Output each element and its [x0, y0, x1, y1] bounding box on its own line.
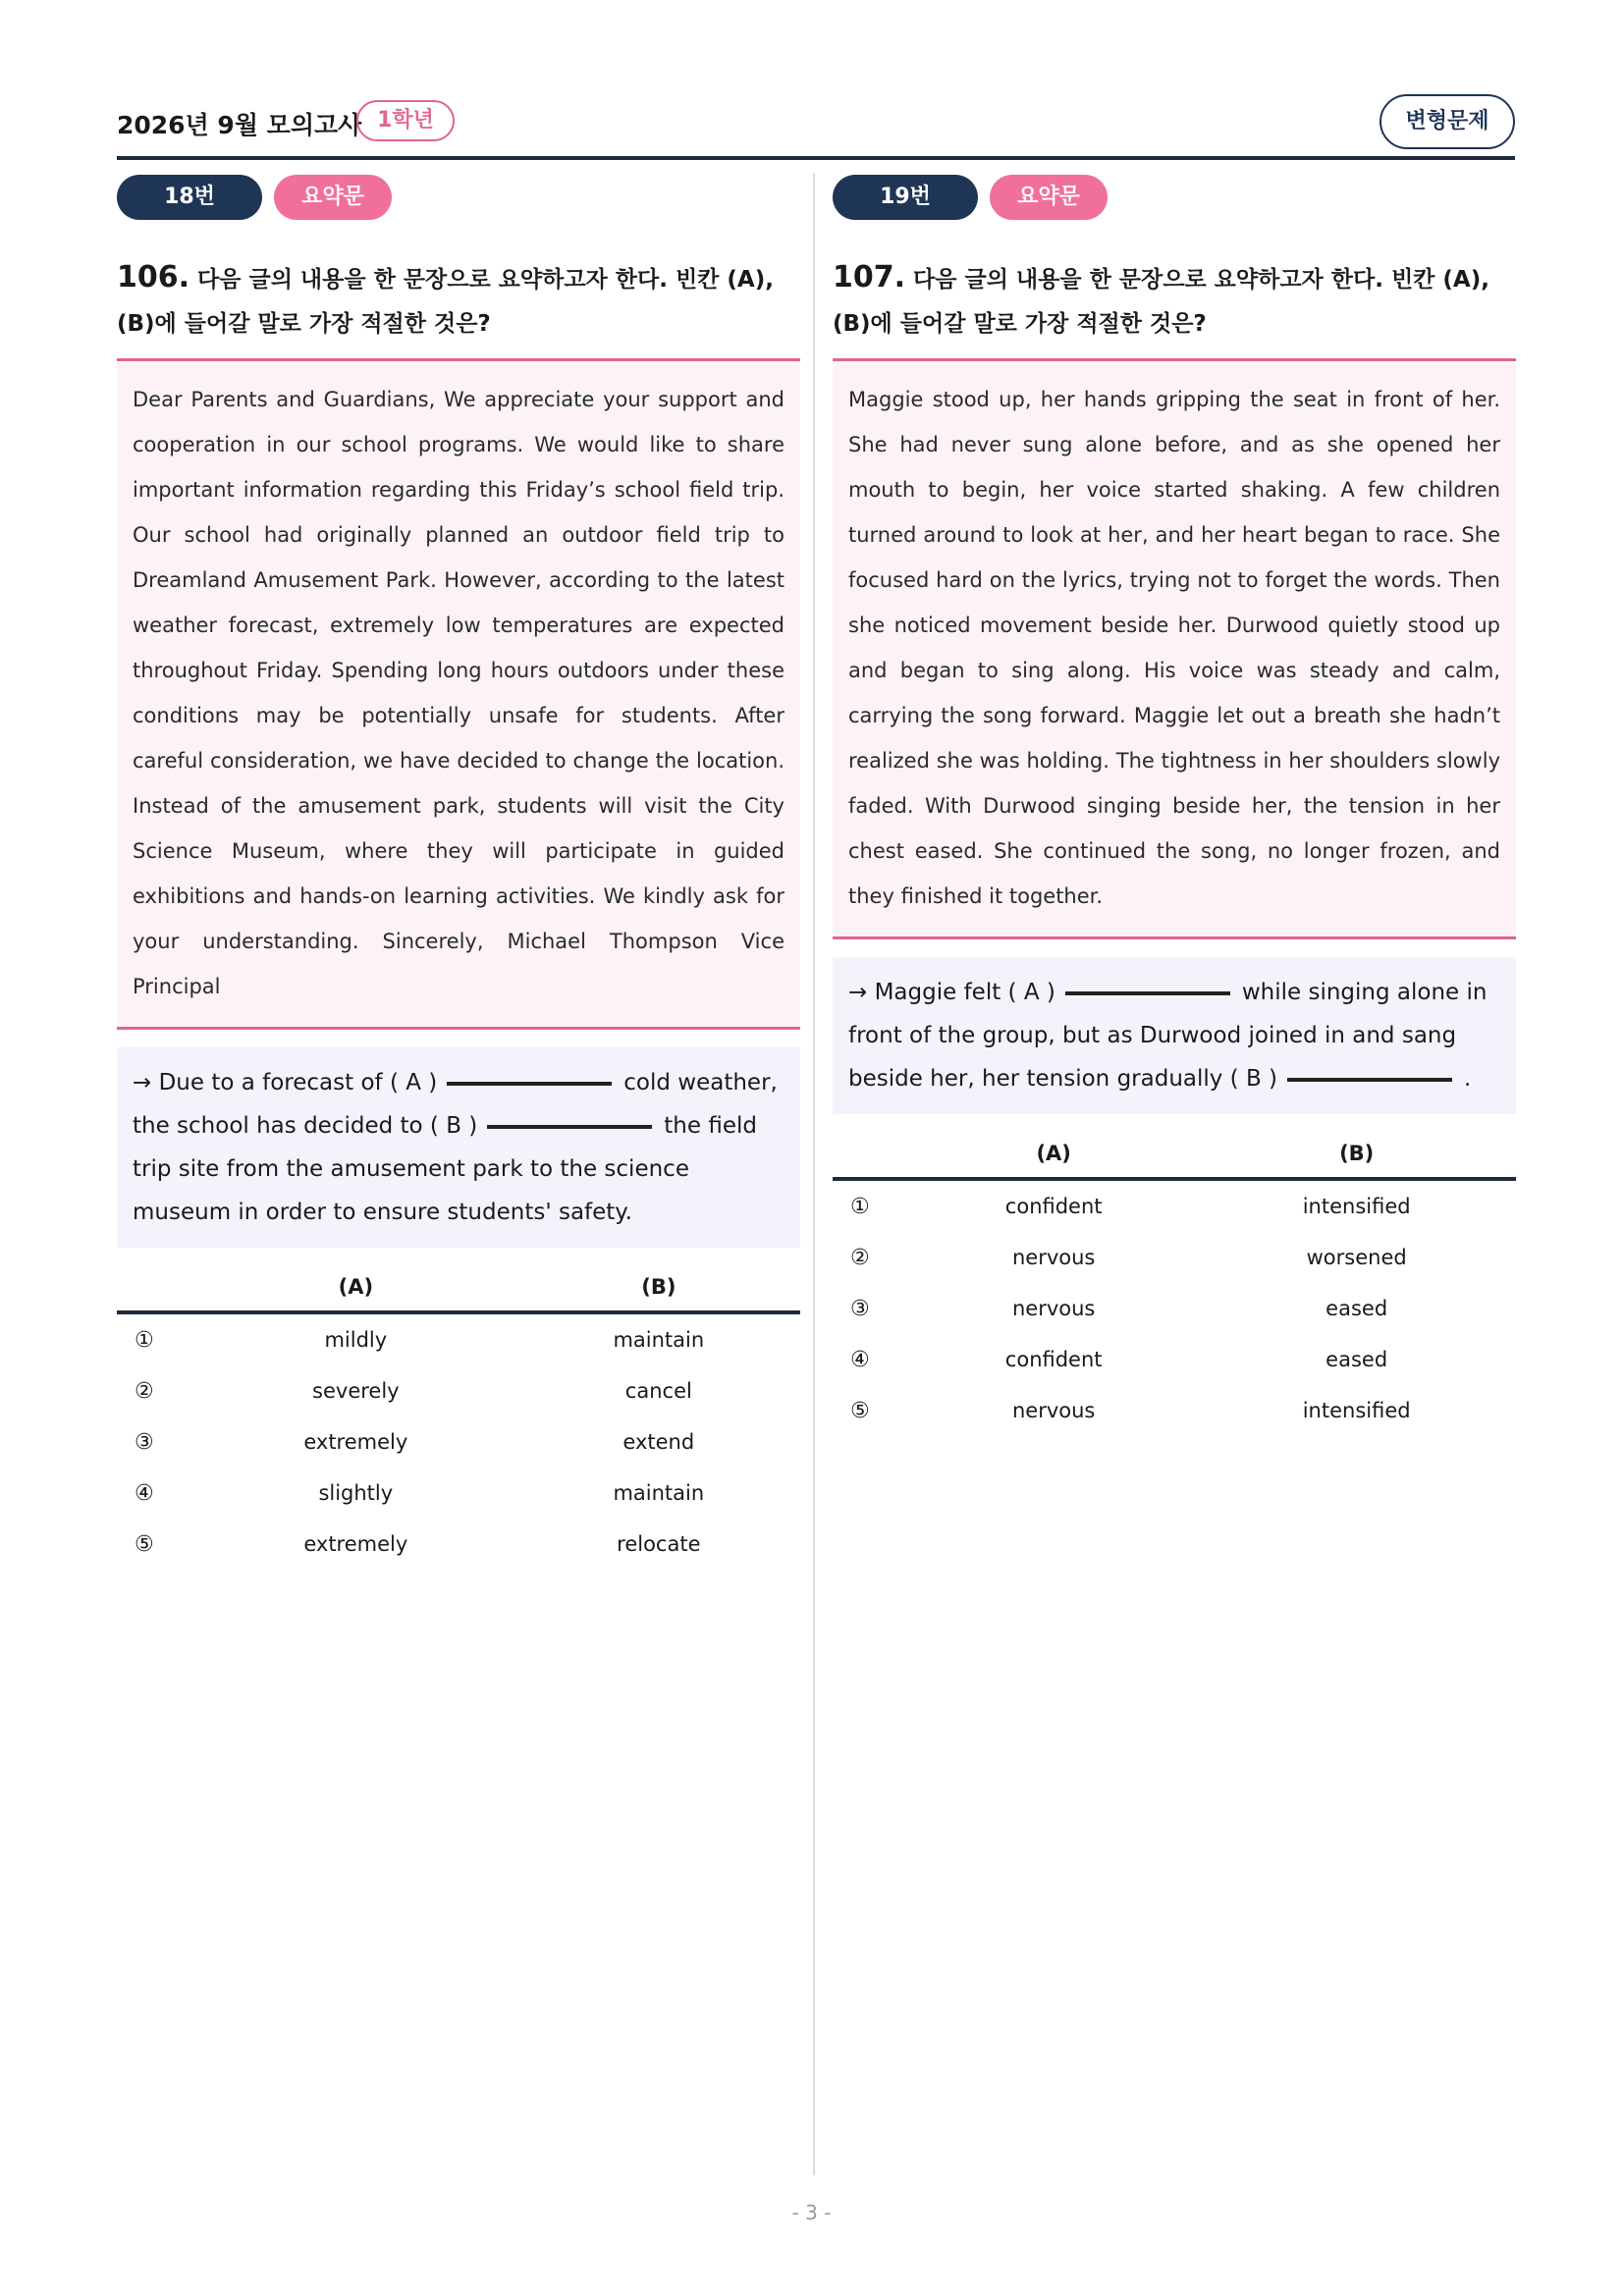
summary-part-1: → Due to a forecast of ( A )	[133, 1070, 438, 1095]
answer-choices-table	[833, 1132, 1516, 1436]
question-tag-badge: 요약문	[274, 175, 392, 220]
question-tag-badge: 요약문	[990, 175, 1108, 220]
blank-b	[487, 1125, 652, 1129]
choice-number: ⑤	[135, 1531, 154, 1557]
source-number-badge: 19번	[833, 175, 978, 220]
choice-a: slightly	[318, 1481, 394, 1505]
choice-number: ②	[135, 1378, 154, 1404]
choice-row[interactable]	[117, 1416, 800, 1468]
choice-a: mildly	[324, 1328, 388, 1352]
choice-b: extend	[622, 1430, 695, 1454]
choice-row[interactable]	[117, 1468, 800, 1519]
question-number: 106.	[117, 260, 190, 294]
choices-header-row	[833, 1132, 1516, 1179]
summary-part-3: the field trip site from the amusement park to the science museum in order to ensure students' safety.	[133, 1113, 757, 1225]
question-107	[833, 173, 1516, 1436]
choice-number: ⑤	[850, 1398, 870, 1423]
answer-choices-table	[117, 1265, 800, 1570]
choice-b: maintain	[613, 1328, 705, 1352]
passage: Dear Parents and Guardians, We appreciate your support and cooperation in our school programs. We would like to share important information regarding this Friday’s school field trip. Our school had originally planned an outdoor field trip to Dreamland Amusement Park. However, according to the latest weather forecast, extremely low temperatures are expected throughout Friday. Spending long hours outdoors under these conditions may be potentially unsafe for students. After careful consideration, we have decided to change the location. Instead of the amusement park, students will visit the City Science Museum, where they will participate in guided exhibitions and hands-on learning activities. We kindly ask for your understanding. Sincerely, Michael Thompson Vice Principal	[117, 358, 800, 1030]
passage: Maggie stood up, her hands gripping the seat in front of her. She had never sung alone before, and as she opened her mouth to begin, her voice started shaking. A few children turned around to look at her, and her heart began to race. She focused hard on the lyrics, trying not to forget the words. Then she noticed movement beside her. Durwood quietly stood up and began to sing along. His voice was steady and calm, carrying the song forward. Maggie let out a breath she hadn’t realized she was holding. The tightness in her shoulders slowly faded. With Durwood singing beside her, the tension in her chest eased. She continued the song, no longer frozen, and they finished it together.	[833, 358, 1516, 939]
choice-number: ③	[850, 1296, 870, 1321]
choice-number: ④	[135, 1480, 154, 1506]
header-b: (B)	[517, 1265, 800, 1312]
choice-number: ②	[850, 1245, 870, 1270]
summary-part-2: cold weather, the school has decided to ( B )	[133, 1070, 778, 1139]
choice-a: severely	[312, 1379, 400, 1403]
choices-header-row	[117, 1265, 800, 1312]
choice-number-header	[117, 1265, 194, 1312]
question-106	[117, 173, 800, 1570]
question-text: 다음 글의 내용을 한 문장으로 요약하고자 한다. 빈칸 (A), (B)에 들어갈 말로 가장 적절한 것은?	[117, 267, 774, 337]
page-header	[117, 98, 1515, 157]
choice-b: relocate	[617, 1532, 701, 1556]
choice-b: eased	[1325, 1348, 1388, 1371]
choice-number: ④	[850, 1347, 870, 1372]
question-prompt	[833, 255, 1516, 347]
choice-b: intensified	[1302, 1399, 1411, 1422]
choice-a: extremely	[303, 1430, 408, 1454]
choice-b: intensified	[1302, 1195, 1411, 1218]
blank-a	[447, 1082, 612, 1086]
summary-part-3: .	[1464, 1066, 1472, 1092]
question-badges	[117, 173, 800, 220]
choice-a: nervous	[1011, 1246, 1096, 1269]
header-a: (A)	[910, 1132, 1197, 1179]
summary-sentence	[117, 1047, 800, 1248]
header-rule	[117, 156, 1515, 160]
choice-a: confident	[1004, 1348, 1103, 1371]
grade-badge: 1학년	[356, 100, 455, 141]
source-number-badge: 18번	[117, 175, 262, 220]
question-type-badge: 변형문제	[1380, 94, 1515, 149]
summary-part-1: → Maggie felt ( A )	[848, 980, 1055, 1005]
choice-row[interactable]	[117, 1312, 800, 1365]
choice-number: ③	[135, 1429, 154, 1455]
choice-a: extremely	[303, 1532, 408, 1556]
column-divider	[813, 173, 815, 2175]
choice-row[interactable]	[833, 1334, 1516, 1385]
choice-number: ①	[135, 1327, 154, 1353]
blank-a	[1065, 991, 1230, 995]
choice-number-header	[833, 1132, 910, 1179]
question-number: 107.	[833, 260, 906, 294]
choice-row[interactable]	[833, 1179, 1516, 1232]
question-prompt	[117, 255, 800, 347]
exam-title: 2026년 9월 모의고사	[117, 111, 362, 139]
choice-b: worsened	[1306, 1246, 1407, 1269]
blank-b	[1287, 1078, 1452, 1082]
choice-row[interactable]	[117, 1519, 800, 1570]
question-text: 다음 글의 내용을 한 문장으로 요약하고자 한다. 빈칸 (A), (B)에 들어갈 말로 가장 적절한 것은?	[833, 267, 1489, 337]
summary-sentence	[833, 957, 1516, 1114]
choice-row[interactable]	[117, 1365, 800, 1416]
choice-number: ①	[850, 1194, 870, 1219]
header-b: (B)	[1197, 1132, 1516, 1179]
question-badges	[833, 173, 1516, 220]
choice-row[interactable]	[833, 1232, 1516, 1283]
summary-part-2: while singing alone in front of the group, but as Durwood joined in and sang beside her, her tension gradually ( B )	[848, 980, 1488, 1092]
choice-b: cancel	[624, 1379, 692, 1403]
choice-row[interactable]	[833, 1283, 1516, 1334]
page-number: - 3 -	[791, 2201, 832, 2224]
choice-row[interactable]	[833, 1385, 1516, 1436]
choice-a: nervous	[1011, 1297, 1096, 1320]
choice-a: nervous	[1011, 1399, 1096, 1422]
choice-b: maintain	[613, 1481, 705, 1505]
choice-b: eased	[1325, 1297, 1388, 1320]
choice-a: confident	[1004, 1195, 1103, 1218]
header-a: (A)	[194, 1265, 517, 1312]
